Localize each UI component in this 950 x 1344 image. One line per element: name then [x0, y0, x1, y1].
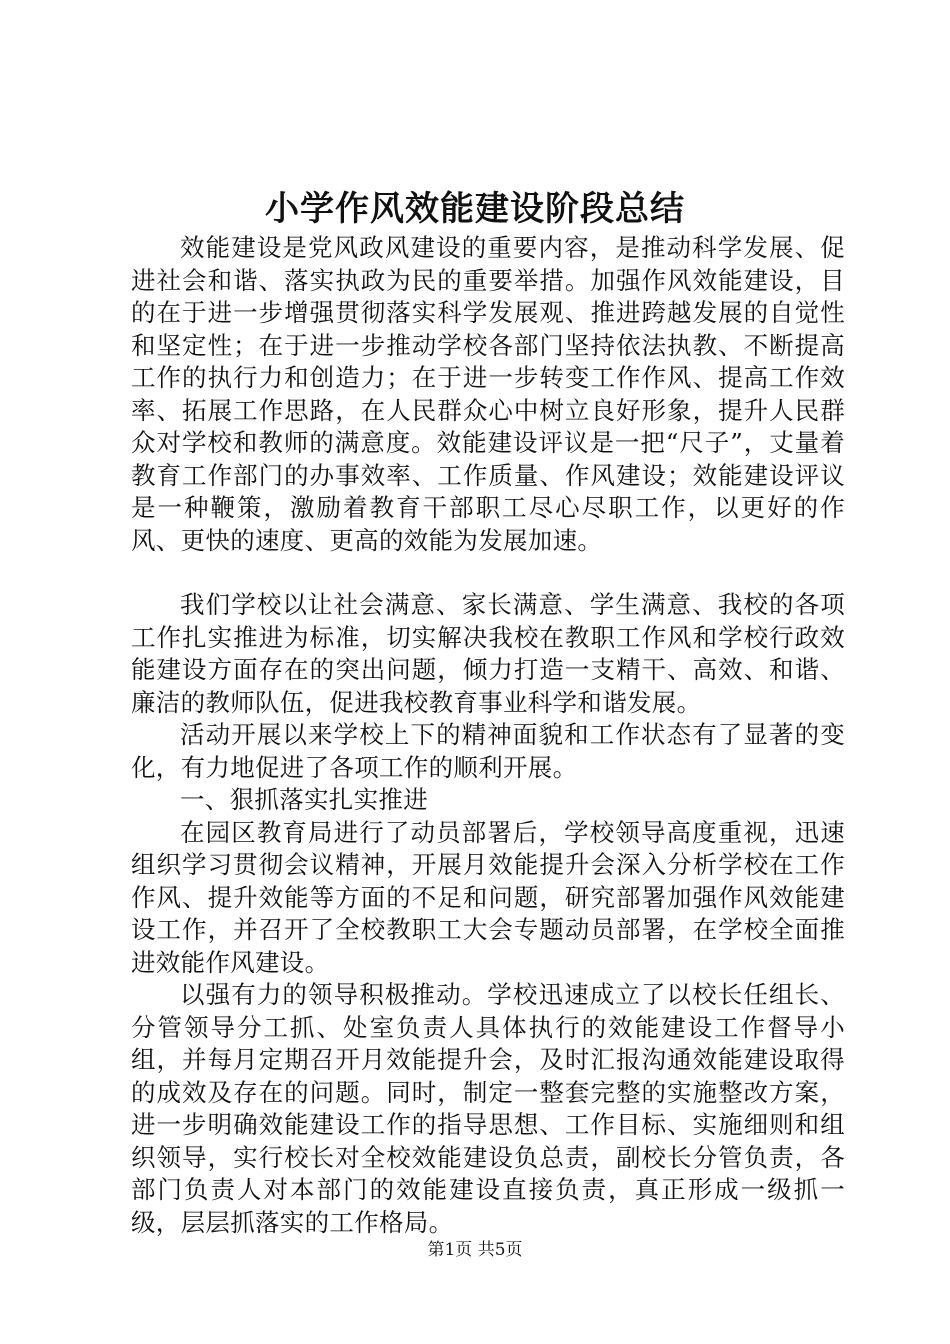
paragraph-mobilization: 在园区教育局进行了动员部署后，学校领导高度重视，迅速组织学习贯彻会议精神，开展月效能提升会深入分析学校在工作作风、提升效能等方面的不足和问题，研究部署加强作风效能建设工作，并召开了全校教职工大会专题动员部署，在学校全面推进效能作风建设。 — [131, 817, 845, 977]
paragraph-school-standard: 我们学校以让社会满意、家长满意、学生满意、我校的各项工作扎实推进为标准，切实解决我校在教职工作风和学校行政效能建设方面存在的突出问题，倾力打造一支精干、高效、和谐、廉洁的教师队伍，促进我校教育事业科学和谐发展。 — [131, 590, 845, 717]
document-body — [131, 232, 845, 1239]
page-footer: 第1页 共5页 — [427, 1240, 523, 1260]
paragraph-intro: 效能建设是党风政风建设的重要内容，是推动科学发展、促进社会和谐、落实执政为民的重要举措。加强作风效能建设，目的在于进一步增强贯彻落实科学发展观、推进跨越发展的自觉性和坚定性；在于进一步推动学校各部门坚持依法执教、不断提高工作的执行力和创造力；在于进一步转变工作作风、提高工作效率、拓展工作思路，在人民群众心中树立良好形象，提升人民群众对学校和教师的满意度。效能建设评议是一把“尺子”，丈量着教育工作部门的办事效率、工作质量、作风建设；效能建设评议是一种鞭策，激励着教育干部职工尽心尽职工作，以更好的作风、更快的速度、更高的效能为发展加速。 — [131, 233, 845, 555]
section-heading-1: 一、狠抓落实扎实推进 — [180, 785, 428, 814]
document-title: 小学作风效能建设阶段总结 — [265, 189, 685, 229]
paragraph-activity-effect: 活动开展以来学校上下的精神面貌和工作状态有了显著的变化，有力地促进了各项工作的顺利开展。 — [131, 720, 845, 782]
paragraph-leadership: 以强有力的领导积极推动。学校迅速成立了以校长任组长、分管领导分工抓、处室负责人具体执行的效能建设工作督导小组，并每月定期召开月效能提升会，及时汇报沟通效能建设取得的成效及存在的问题。同时，制定一整套完整的实施整改方案，进一步明确效能建设工作的指导思想、工作目标、实施细则和组织领导，实行校长对全校效能建设负总责，副校长分管负责，各部门负责人对本部门的效能建设直接负责，真正形成一级抓一级，层层抓落实的工作格局。 — [131, 980, 845, 1237]
